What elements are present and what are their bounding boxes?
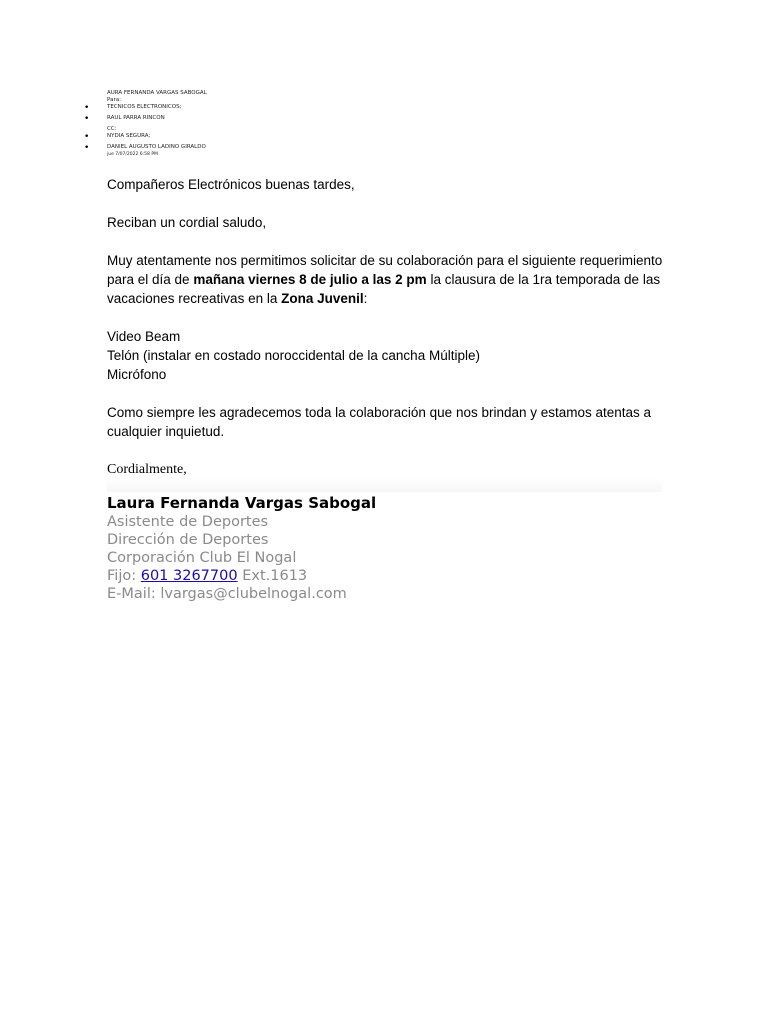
email-body xyxy=(107,175,667,479)
sender-name: AURA FERNANDA VARGAS SABOGAL xyxy=(107,90,207,96)
salute: Reciban un cordial saludo, xyxy=(107,215,267,230)
cc-label: CC: xyxy=(107,126,117,132)
email-address: lvargas@clubelnogal.com xyxy=(160,586,347,602)
closing: Cordialmente, xyxy=(107,462,187,477)
request-text-2: la clausura de la 1ra temporada de las vacaciones recreativas en la xyxy=(107,272,661,306)
signature-company: Corporación Club El Nogal xyxy=(107,550,297,566)
thanks-paragraph: Como siempre les agradecemos toda la colaboración que nos brindan y estamos atentas a cualquier inquietud. xyxy=(107,405,652,439)
cc-recipient-2[interactable]: • DANIEL AUGUSTO LADINO GIRALDO xyxy=(107,144,507,151)
signature-divider xyxy=(107,478,662,492)
cc-recipient-1[interactable]: • NYDIA SEGURA; xyxy=(107,133,507,140)
signature-block xyxy=(107,494,607,603)
request-text-1: Muy atentamente nos permitimos solicitar de su colaboración para el siguiente requerimiento para el día de xyxy=(107,253,663,287)
phone-ext: Ext.1613 xyxy=(237,568,308,584)
sent-date: jue 7/07/2022 6:58 PM xyxy=(107,152,158,157)
greeting: Compañeros Electrónicos buenas tardes, xyxy=(107,177,355,192)
item-video-beam: Video Beam xyxy=(107,329,181,344)
recipient-1[interactable]: • TECNICOS ELECTRONICOS; xyxy=(107,104,507,111)
email-label: E-Mail: xyxy=(107,586,161,602)
phone-link[interactable]: 601 3267700 xyxy=(140,568,238,584)
request-paragraph xyxy=(107,251,667,308)
recipient-2[interactable]: • RAUL PARRA RINCON xyxy=(107,115,507,122)
item-microfono: Micrófono xyxy=(107,367,167,382)
to-label: Para: xyxy=(107,97,121,103)
signature-title: Asistente de Deportes xyxy=(107,514,269,530)
request-date: mañana viernes 8 de julio a las 2 pm xyxy=(193,272,427,287)
request-location: Zona Juvenil xyxy=(281,291,364,306)
signature-name: Laura Fernanda Vargas Sabogal xyxy=(107,494,377,512)
item-telon: Telón (instalar en costado noroccidental de la cancha Múltiple) xyxy=(107,348,480,363)
email-header xyxy=(107,90,507,158)
signature-phone-line xyxy=(107,567,607,585)
request-end: : xyxy=(363,291,368,306)
signature-email-line xyxy=(107,585,607,603)
signature-department: Dirección de Deportes xyxy=(107,532,269,548)
phone-label: Fijo: xyxy=(107,568,141,584)
